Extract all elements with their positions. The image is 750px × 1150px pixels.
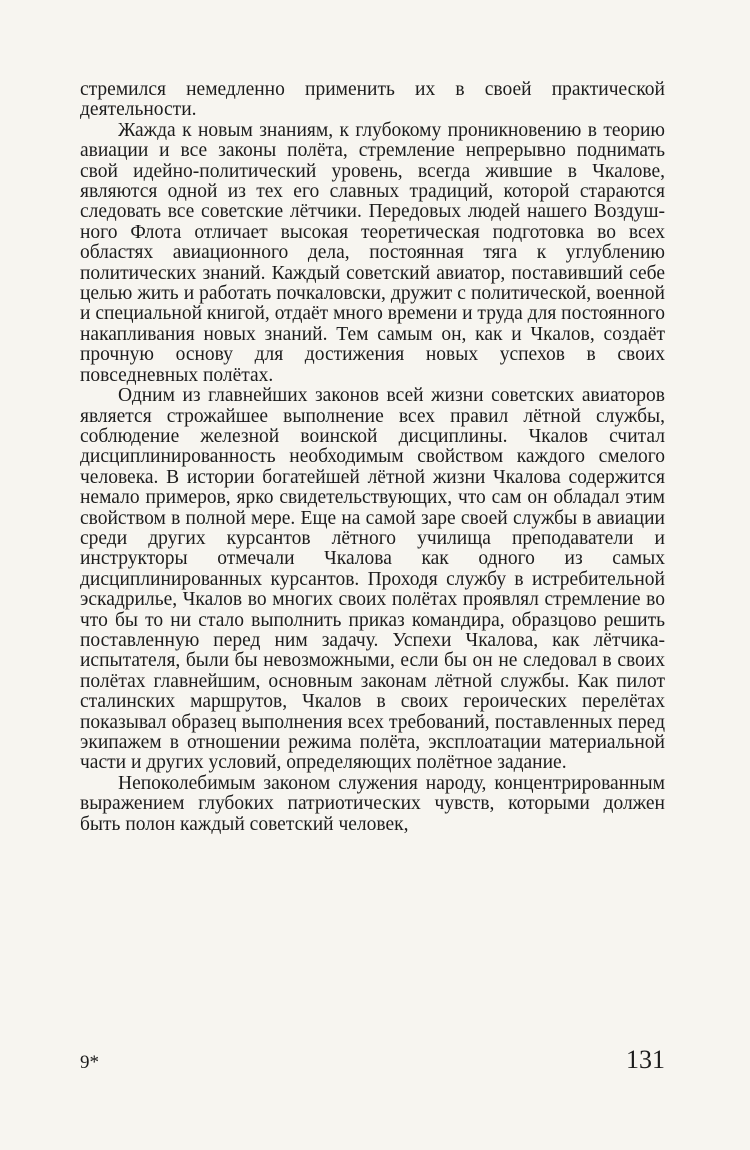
paragraph: Жажда к новым знаниям, к глубокому проникновению в теорию авиации и все законы полёта, стремление непрерывно поднимать свой идейно-политический уровень, всегда жившие в Чкалове, являются одной из тех его славных традиций, которой стараются следовать все советские лётчики. Передовых людей нашего Воздушного Флота отличает высокая теоретическая подготовка во всех областях авиационного дела, постоянная тяга к углублению политических знаний. Каждый советский авиатор, поставивший себе целью жить и работать почкаловски, дружит с политической, военной и специальной книгой, отдаёт много времени и труда для постоянного накапливания новых знаний. Тем самым он, как и Чкалов, создаёт прочную основу для достижения новых успехов в своих повседневных полётах. (80, 119, 665, 386)
signature-mark: 9* (80, 1052, 99, 1073)
body-text (80, 80, 665, 835)
paragraph: Одним из главнейших законов всей жизни советских авиаторов является строжайшее выполнение всех правил лётной службы, соблюдение железной воинской дисциплины. Чкалов считал дисциплинированность необходимым свойством каждого смелого человека. В истории богатейшей лётной жизни Чкалова содержится немало примеров, ярко свидетельствующих, что сам он обладал этим свойством в полной мере. Еще на самой заре своей службы в авиации среди других курсантов лётного училища преподаватели и инструкторы отмечали Чкалова как одного из самых дисциплинированных курсантов. Проходя службу в истребительной эскадрилье, Чкалов во многих своих полётах проявлял стремление во что бы то ни стало выполнить приказ командира, образцово решить поставленную перед ним задачу. Успехи Чкалова, как лётчика-испытателя, были бы невозможными, если бы он не следовал в своих полётах главнейшим, основным законам лётной службы. Как пилот сталинских маршрутов, Чкалов в своих героических перелётах показывал образец выполнения всех требований, поставленных перед экипажем в отношении режима полёта, эксплоатации материальной части и других условий, определяющих полётное задание. (80, 385, 665, 774)
page-number: 131 (626, 1045, 665, 1074)
page-footer (80, 1045, 665, 1075)
paragraph: Непоколебимым законом служения народу, концентрированным выражением глубоких патриотических чувств, которыми должен быть полон каждый советский человек, (80, 772, 665, 835)
paragraph-continued: стремился немедленно применить их в своей практической деятельности. (80, 79, 665, 121)
